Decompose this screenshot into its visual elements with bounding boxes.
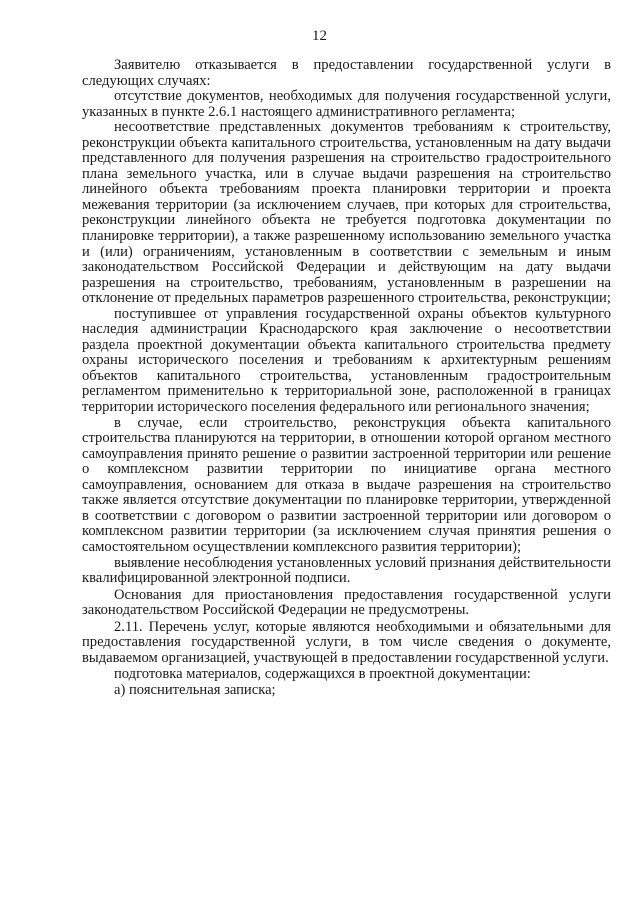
- paragraph-suspension-grounds: Основания для приостановления предоставления государственной услуги законодательством Российской Федерации не предусмотрены.: [82, 586, 611, 619]
- paragraph-heritage-conclusion: поступившее от управления государственной охраны объектов культурного наследия администрации Краснодарского края заключение о несоответствии раздела проектной документации объекта капитального строительства предмету охраны исторического поселения и требованиям к архитектурным решениям объектов капитального строительства, установленным градостроительным регламентом применительно к территориальной зоне, расположенной в границах территории исторического поселения федерального или регионального значения;: [82, 305, 611, 416]
- paragraph-missing-documents: отсутствие документов, необходимых для получения государственной услуги, указанных в пункте 2.6.1 настоящего административного регламента;: [82, 88, 611, 120]
- document-body: [82, 58, 611, 698]
- paragraph-territory-development: в случае, если строительство, реконструкция объекта капитального строительства планируются на территории, в отношении которой органом местного самоуправления принято решение о развитии застроенной территории или решение о комплексном развитии территории по инициативе органа местного самоуправления, основанием для отказа в выдаче разрешения на строительство также является отсутствие документации по планировке территории, утвержденной в соответствии с договором о развитии застроенной территории или договором о комплексном развитии территории (за исключением случая принятия решения о самостоятельном осуществлении комплексного развития территории);: [82, 414, 611, 555]
- list-item-explanatory-note: а) пояснительная записка;: [114, 681, 276, 698]
- page-number: 12: [312, 28, 327, 44]
- paragraph-refusal-intro: Заявителю отказывается в предоставлении государственной услуги в следующих случаях:: [82, 57, 611, 89]
- paragraph-nonconformity: несоответствие представленных документов требованиям к строительству, реконструкции объекта капитального строительства, установленным на дату выдачи представленного для получения разрешения на строительство градостроительного плана земельного участка, или в случае выдачи разрешения на строительство линейного объекта требованиям проекта планировки территории и проекта межевания территории (за исключением случаев, при которых для строительства, реконструкции линейного объекта не требуется подготовка документации по планировке территории), а также разрешенному использованию земельного участка и (или) ограничениям, установленным в соответствии с земельным и иным законодательством Российской Федерации и действующим на дату выдачи разрешения на строительство, требованиям, установленным в разрешении на отклонение от предельных параметров разрешенного строительства, реконструкции;: [82, 119, 611, 307]
- paragraph-signature-check: выявление несоблюдения установленных условий признания действительности квалифицированной электронной подписи.: [82, 554, 611, 587]
- paragraph-section-2-11: 2.11. Перечень услуг, которые являются необходимыми и обязательными для предоставления государственной услуги, в том числе сведения о документе, выдаваемом организацией, участвующей в предоставлении государственной услуги.: [82, 618, 611, 666]
- paragraph-materials-preparation: подготовка материалов, содержащихся в проектной документации:: [114, 666, 531, 683]
